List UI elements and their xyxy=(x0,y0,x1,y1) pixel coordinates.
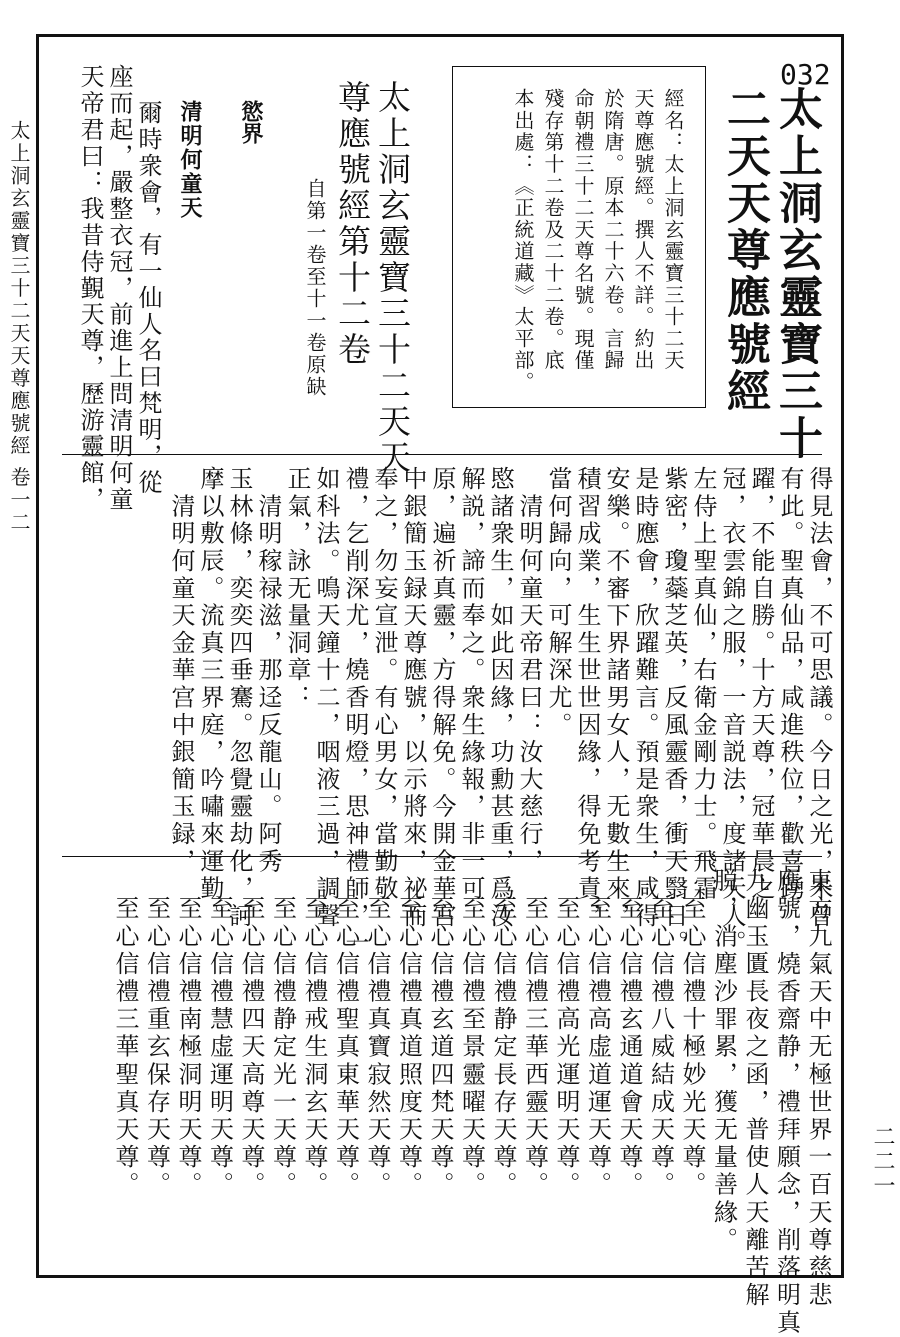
text-line: 中銀簡玉録天尊應號，以示將來，祕而 xyxy=(399,466,427,931)
text-line: 至心信禮静定光一天尊。 xyxy=(268,868,297,1200)
page-number: 二二一 xyxy=(870,1125,895,1199)
volume-title-line: 太上洞玄靈寶三十二天天 xyxy=(373,80,412,476)
scripture-title xyxy=(718,86,822,462)
upper-divider xyxy=(62,454,822,455)
text-line: 至心信禮三華聖真天尊。 xyxy=(111,868,139,1200)
volume-note: 自第一卷至十一卷原缺 xyxy=(303,178,327,398)
text-line: 至心信禮八威結成天尊。 xyxy=(646,868,675,1200)
text-line: 如科法。鳴天鐘十二，咽液三過，調聲 xyxy=(312,466,340,931)
section-heading: 慾界 xyxy=(238,100,264,144)
text-line: 至心信禮戒生洞玄天尊。 xyxy=(300,868,328,1200)
text-line: 至心信禮玄道四梵天尊。 xyxy=(426,868,454,1200)
text-line: 至心信禮四天高尊天尊。 xyxy=(237,868,265,1200)
text-line: 當何歸向，可解深尤。 xyxy=(544,466,572,739)
sub-heading: 清明何童天 xyxy=(177,100,203,220)
text-line: 清明何童天金華宫中銀簡玉録， xyxy=(167,466,195,876)
note-line: 命朝禮三十二天尊名號。現僅 xyxy=(571,88,595,372)
note-line: 天尊應號經。撰人不詳。約出 xyxy=(631,88,655,372)
text-line: 至心信禮玄通道會天尊。 xyxy=(615,868,643,1200)
page-code: 032 xyxy=(780,58,831,91)
source-note xyxy=(508,88,688,393)
text-line: 至心信禮真道照度天尊。 xyxy=(394,868,423,1200)
text-line: 摩以敷辰。流真三界庭，吟嘯來運勤。 xyxy=(196,466,224,931)
text-line: 原，遍祈真靈，方得解免。今開金華宫 xyxy=(428,466,456,931)
text-line: 至心信禮真寶寂然天尊。 xyxy=(363,868,391,1200)
text-line: 至心信禮静定長存天尊。 xyxy=(489,868,517,1200)
text-line: 至心信禮聖真東華天尊。 xyxy=(331,868,360,1200)
text-line: 紫密，瓊蘂芝英，反風靈香，衝天翳日。 xyxy=(660,466,688,958)
text-line: 積習成業，生生世世因緣，得免考責， xyxy=(573,466,601,931)
lower-body-text xyxy=(109,868,834,1337)
text-line: 至心信禮高光運明天尊。 xyxy=(552,868,580,1200)
volume-title xyxy=(332,80,412,476)
title-line: 二天天尊應號經 xyxy=(719,86,770,415)
title-line: 太上洞玄靈寶三十 xyxy=(771,86,822,462)
upper-body-text xyxy=(75,64,162,513)
text-line: 應號，燒香齋静，禮拜願念，削落明真 xyxy=(772,868,801,1337)
note-line: 本出處：《正統道藏》太平部。 xyxy=(511,88,535,394)
text-line: 清明稼禄滋，那迳反龍山。阿秀 xyxy=(254,466,282,876)
text-line: 至心信禮重玄保存天尊。 xyxy=(142,868,171,1200)
text-line: 愍諸衆生，如此因緣，功勳甚重，爲汝 xyxy=(486,466,514,931)
text-line: 清明何童天帝君曰：汝大慈行， xyxy=(515,466,543,876)
text-line: 玉林條，奕奕四垂騫。忽覺靈劫化，訶 xyxy=(225,466,253,931)
text-line: 爾時衆會，有一仙人名曰梵明，從 xyxy=(134,100,162,496)
text-line: 奉之，勿妄宣泄。有心男女，當勤敬 xyxy=(370,466,398,903)
text-line: 至心信禮南極洞明天尊。 xyxy=(174,868,202,1200)
text-line: 座而起，嚴整衣冠，前進上問清明何童 xyxy=(105,64,133,513)
text-line: 至心信禮高虚道運天尊。 xyxy=(583,868,612,1200)
note-line: 殘存第十二卷及二十二卷。底 xyxy=(541,88,565,372)
text-line: 是時應會，欣躍難言。預是衆生，咸得 xyxy=(631,466,659,931)
note-line: 經名：太上洞玄靈寶三十二天 xyxy=(661,88,685,372)
text-line: 左侍上聖真仙，右衛金剛力士。飛霜 xyxy=(689,466,717,903)
note-line: 於隋唐。原本二十六卷。言歸 xyxy=(601,88,625,372)
text-line: 得見法會，不可思議。今日之光，未曾 xyxy=(805,466,833,931)
text-line: 禮，乞削深尤，燒香明燈，思神禮師，一 xyxy=(341,466,369,958)
volume-title-line: 尊應號經第十二卷 xyxy=(333,80,372,368)
text-line: 至心信禮三華西靈天尊。 xyxy=(520,868,549,1200)
text-line: 有此。聖真仙品，咸進秩位，歡喜踴 xyxy=(776,466,804,903)
running-head: 太上洞玄靈寶三十二天天尊應號經 卷一二 xyxy=(7,120,31,534)
text-line: 至心信禮慧虚運明天尊。 xyxy=(205,868,234,1200)
text-line: 至心信禮十極妙光天尊。 xyxy=(678,868,706,1200)
text-line: 脱，消塵沙罪累，獲无量善緣。 xyxy=(709,868,738,1255)
text-line: 九幽玉匱長夜之函，普使人天離苦解 xyxy=(741,868,769,1310)
text-line: 正氣，詠无量洞章： xyxy=(283,466,311,712)
text-line: 解説，諦而奉之。衆生緣報，非一可 xyxy=(457,466,485,903)
text-line: 躍，不能自勝。十方天尊，冠華晨之 xyxy=(747,466,775,903)
text-line: 東方九氣天中无極世界一百天尊慈悲 xyxy=(804,868,832,1310)
text-line: 至心信禮至景靈曜天尊。 xyxy=(457,868,486,1200)
text-line: 天帝君曰：我昔侍覲天尊，歷游靈館， xyxy=(76,64,104,513)
text-line: 安樂。不審下界諸男女人，无數生來， xyxy=(602,466,630,931)
text-line: 冠，衣雲錦之服，一音説法，度諸天人。 xyxy=(718,466,746,958)
